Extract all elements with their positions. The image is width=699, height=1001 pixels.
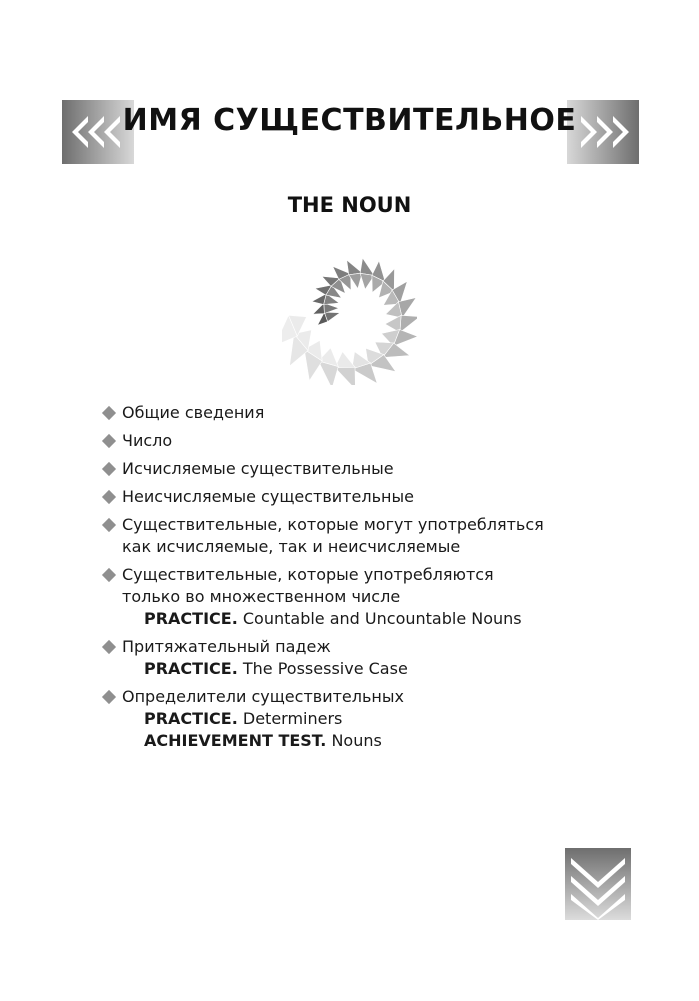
spiral-ornament-icon [282,240,417,385]
toc-subitem-label: PRACTICE. [144,609,238,628]
toc-item [104,458,624,480]
toc-item-text: только во множественном числе [122,587,401,606]
page-title: ИМЯ СУЩЕСТВИТЕЛЬНОЕ [122,103,577,138]
toc-list [104,402,624,758]
toc-item [104,402,624,424]
chevron-down-icon [565,848,631,920]
page-subtitle: THE NOUN [287,193,412,217]
toc-item [104,430,624,452]
toc-item [104,514,624,558]
spiral-segment [400,315,417,332]
toc-subitem [104,708,624,730]
toc-item-text: Число [122,431,173,450]
toc-subitem-text: Countable and Uncountable Nouns [237,609,522,628]
toc-item-text: Неисчисляемые существительные [122,487,414,506]
spiral-segment [360,258,374,276]
toc-subitem-label: PRACTICE. [144,659,238,678]
toc-item-text: как исчисляемые, так и неисчисляемые [122,537,461,556]
toc-item-text: Существительные, которые могут употребляться [122,515,544,534]
toc-item-text: Определители существительных [122,687,404,706]
toc-subitem-text: Determiners [237,709,343,728]
toc-subitem [104,730,624,752]
toc-subitem-label: ACHIEVEMENT TEST. [144,731,327,750]
toc-item [104,686,624,752]
spiral-segment [347,260,363,275]
toc-item-text: Исчисляемые существительные [122,459,394,478]
toc-item-text: Общие сведения [122,403,265,422]
spiral-segment [313,303,325,314]
toc-item [104,636,624,680]
toc-item-text: Притяжательный падеж [122,637,331,656]
toc-subitem [104,658,624,680]
spiral-segment [335,367,356,385]
toc-subitem-text: The Possessive Case [237,659,408,678]
toc-subitem-label: PRACTICE. [144,709,238,728]
toc-subitem-text: Nouns [326,731,382,750]
toc-item-text: Существительные, которые употребляются [122,565,494,584]
toc-item [104,486,624,508]
toc-item [104,564,624,630]
toc-subitem [104,608,624,630]
